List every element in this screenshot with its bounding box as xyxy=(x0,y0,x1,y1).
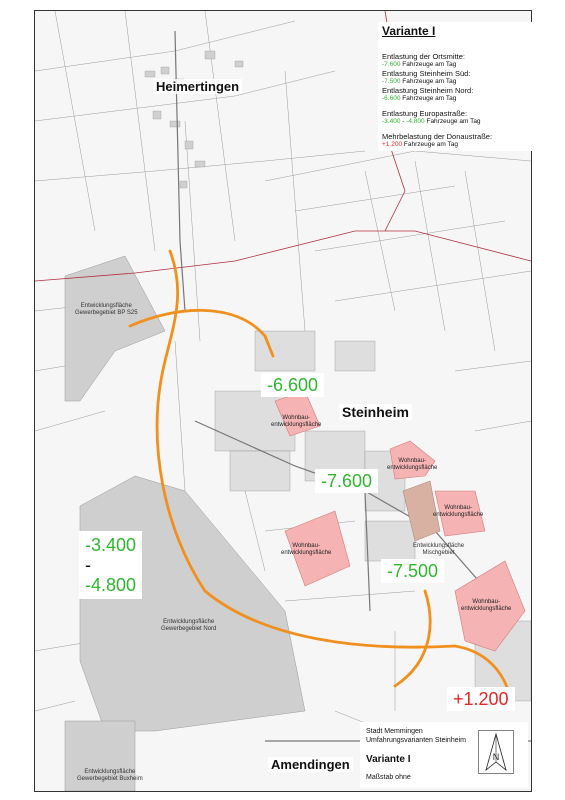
north-arrow-icon xyxy=(478,730,514,774)
label-wohnbau-5: Wohnbau- entwicklungsfläche xyxy=(461,599,512,612)
place-heimertingen: Heimertingen xyxy=(153,79,242,94)
legend-value: -7.500 xyxy=(382,78,401,85)
title-variant: Variante I xyxy=(366,754,411,765)
legend-unit: Fahrzeuge am Tag xyxy=(426,118,481,125)
north-label: N xyxy=(492,752,500,762)
change-donau: +1.200 xyxy=(447,687,515,711)
title-scale: Maßstab ohne xyxy=(366,774,411,781)
legend-unit: Fahrzeuge am Tag xyxy=(402,95,457,102)
legend-unit: Fahrzeuge am Tag xyxy=(402,78,457,85)
title-project: Umfahrungsvarianten Steinheim xyxy=(366,737,466,744)
legend-item-donau xyxy=(382,132,532,149)
change-europa-dash: - xyxy=(85,555,91,575)
legend xyxy=(378,22,536,151)
legend-value: -7.600 xyxy=(382,61,401,68)
label-wohnbau-4: Wohnbau- entwicklungsfläche xyxy=(281,543,332,556)
place-steinheim: Steinheim xyxy=(339,404,412,420)
legend-item-ortsmitte xyxy=(382,52,532,69)
legend-heading: Entlastung Steinheim Süd: xyxy=(382,69,471,78)
label-gewerbe-buxheim: Entwicklungsfläche Gewerbegebiet Buxheim xyxy=(77,769,143,782)
change-ortsmitte: -7.600 xyxy=(315,469,378,493)
change-europa-value-1: -3.400 xyxy=(85,535,137,555)
legend-heading: Mehrbelastung der Donaustraße: xyxy=(382,132,493,141)
title-city: Stadt Memmingen xyxy=(366,728,423,735)
label-wohnbau-2: Wohnbau- entwicklungsfläche xyxy=(387,458,438,471)
legend-unit: Fahrzeuge am Tag xyxy=(403,141,458,148)
change-nord: -6.600 xyxy=(261,373,324,397)
place-amendingen: Amendingen xyxy=(268,757,353,772)
change-europa-value-2: -4.800 xyxy=(85,575,137,595)
legend-heading: Entlastung Steinheim Nord: xyxy=(382,86,474,95)
label-gewerbe-nord: Entwicklungsfläche Gewerbegebiet Nord xyxy=(161,619,217,632)
label-wohnbau-3: Wohnbau- entwicklungsfläche xyxy=(433,505,484,518)
legend-heading: Entlastung der Ortsmitte: xyxy=(382,52,465,61)
label-wohnbau-1: Wohnbau- entwicklungsfläche xyxy=(271,415,322,428)
change-sued: -7.500 xyxy=(381,559,444,583)
legend-item-sued xyxy=(382,69,532,86)
legend-value-2: -4.800 xyxy=(406,118,425,125)
label-mischgebiet: Entwicklungsfläche Mischgebiet xyxy=(413,543,465,556)
legend-value: -6.600 xyxy=(382,95,401,102)
legend-item-nord xyxy=(382,86,532,103)
legend-value: -3.400 xyxy=(382,118,401,125)
legend-item-europa: Entlastung Europastraße: -3.400 - -4.800 Fahrzeuge am Tag xyxy=(382,109,532,126)
label-gewerbe-bp-s25: Entwicklungsfläche Gewerbegebiet BP S25 xyxy=(75,303,138,316)
legend-unit: Fahrzeuge am Tag xyxy=(402,61,457,68)
legend-title: Variante I xyxy=(382,24,436,38)
legend-value: +1.200 xyxy=(382,141,403,148)
change-europa xyxy=(79,531,142,599)
legend-heading: Entlastung Europastraße: xyxy=(382,109,468,118)
